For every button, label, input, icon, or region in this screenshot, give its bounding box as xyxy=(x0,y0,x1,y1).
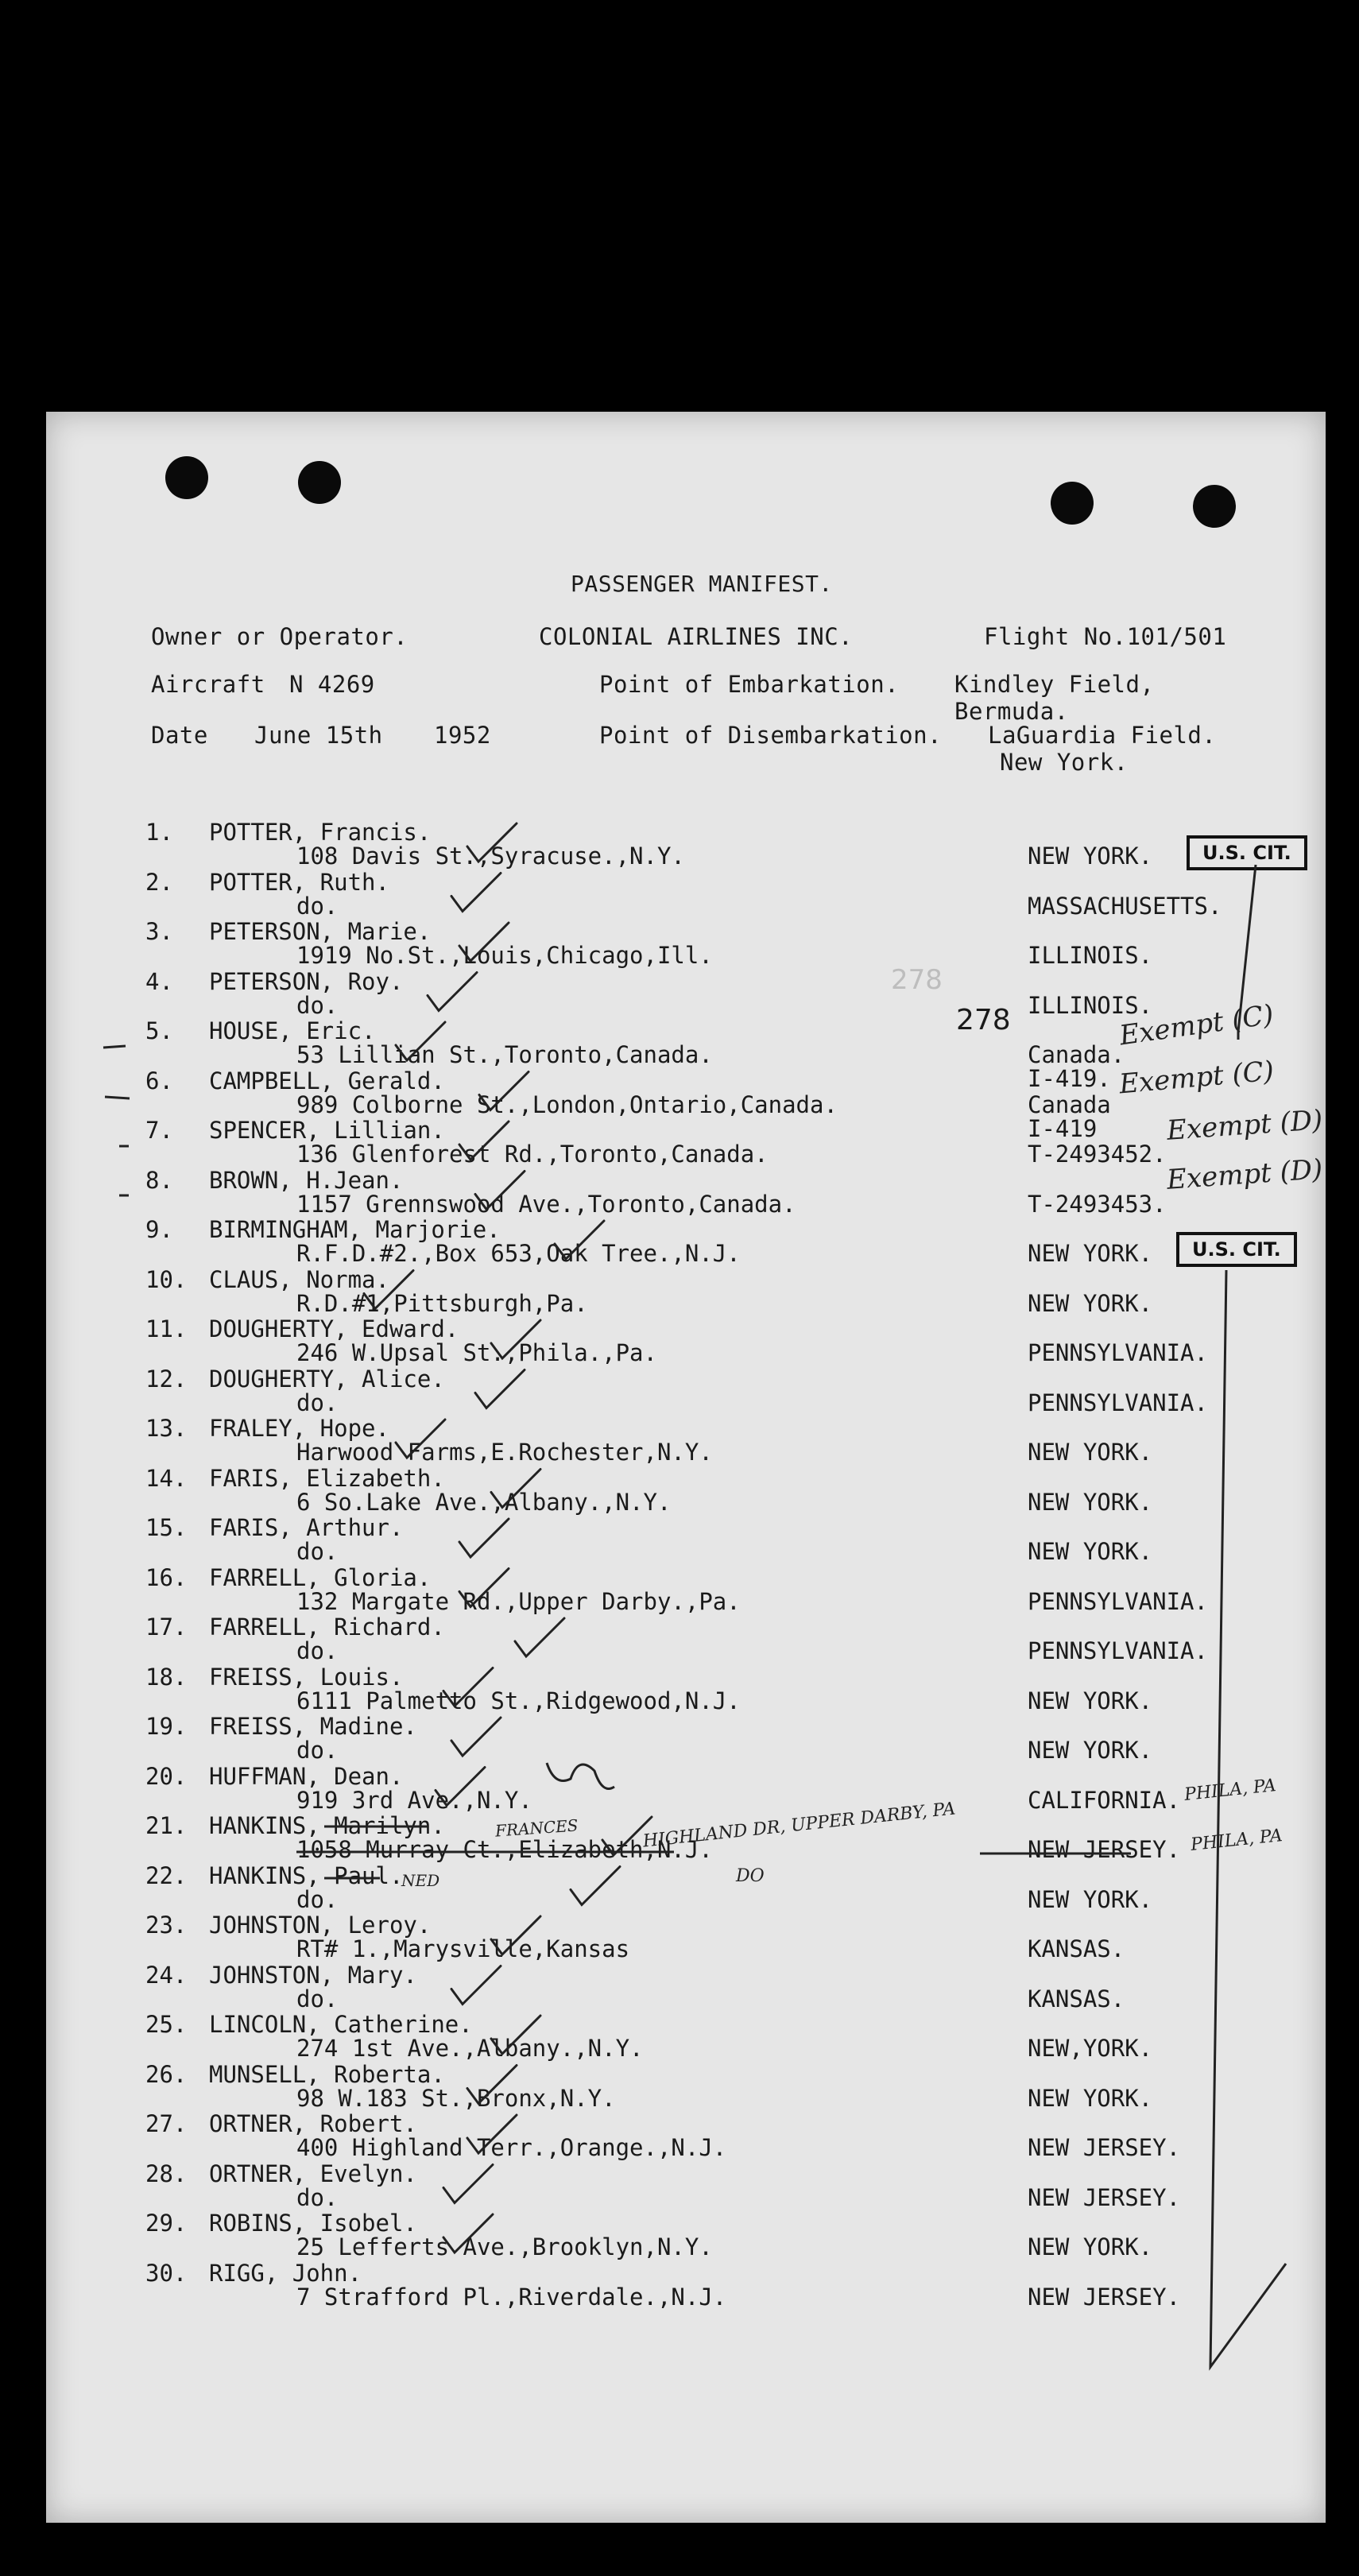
check-mark xyxy=(428,973,477,1011)
document-title: PASSENGER MANIFEST. xyxy=(571,571,833,597)
row-number: 10. xyxy=(145,1265,188,1293)
check-mark xyxy=(396,1022,445,1060)
passenger-name: HOUSE, Eric. xyxy=(209,1017,376,1044)
passenger-name: CLAUS, Norma. xyxy=(209,1265,389,1293)
passenger-address: do. xyxy=(296,2183,339,2211)
check-mark xyxy=(443,2165,493,2203)
passenger-name: DOUGHERTY, Edward. xyxy=(209,1315,459,1342)
date-year: 1952 xyxy=(434,722,491,749)
passenger-document-id: I-419 xyxy=(1028,1114,1098,1142)
passenger-address: do. xyxy=(296,1389,339,1416)
check-mark xyxy=(475,1370,525,1408)
passenger-residence: NEW YORK. xyxy=(1028,843,1153,870)
passenger-address: 7 Strafford Pl.,Riverdale.,N.J. xyxy=(296,2283,727,2311)
check-mark xyxy=(467,823,517,862)
passenger-name: RIGG, John. xyxy=(209,2259,362,2287)
passenger-name: CAMPBELL, Gerald. xyxy=(209,1067,445,1094)
us-citizen-stamp: U.S. CIT. xyxy=(1187,835,1307,870)
check-mark xyxy=(571,1867,620,1905)
passenger-residence: ILLINOIS. xyxy=(1028,991,1153,1019)
passenger-residence: Canada. xyxy=(1028,1041,1125,1068)
embarkation-value: Kindley Field, xyxy=(954,671,1155,698)
check-mark xyxy=(491,1470,540,1508)
passenger-residence: PENNSYLVANIA. xyxy=(1028,1389,1208,1416)
bracket-line xyxy=(1238,865,1256,1040)
row-number: 3. xyxy=(145,918,173,945)
passenger-name: PETERSON, Roy. xyxy=(209,967,404,995)
check-mark xyxy=(491,1320,540,1358)
passenger-name: BIRMINGHAM, Marjorie. xyxy=(209,1216,501,1243)
passenger-name: HUFFMAN, Dean. xyxy=(209,1762,404,1790)
check-mark xyxy=(396,1420,445,1458)
row-number: 7. xyxy=(145,1117,173,1144)
passenger-residence: KANSAS. xyxy=(1028,1935,1125,1962)
passenger-residence: MASSACHUSETTS. xyxy=(1028,892,1222,920)
flight-number: Flight No.101/501 xyxy=(984,623,1227,650)
passenger-residence: Canada xyxy=(1028,1090,1111,1118)
check-mark xyxy=(602,1817,652,1855)
handwritten-first-name: NED xyxy=(401,1871,440,1890)
handwritten-exempt: Exempt (C) xyxy=(1117,998,1276,1052)
check-mark xyxy=(459,1569,509,1607)
passenger-name: MUNSELL, Roberta. xyxy=(209,2060,445,2088)
passenger-address: RT# 1.,Marysville,Kansas xyxy=(296,1935,630,1962)
check-mark xyxy=(555,1221,604,1259)
passenger-name: FARIS, Elizabeth. xyxy=(209,1464,445,1492)
row-number: 17. xyxy=(145,1613,188,1641)
row-number: 28. xyxy=(145,2160,188,2187)
passenger-address: 1157 Grennswood Ave.,Toronto,Canada. xyxy=(296,1190,796,1218)
row-number: 18. xyxy=(145,1663,188,1691)
passenger-address: do. xyxy=(296,1737,339,1764)
row-number: 26. xyxy=(145,2060,188,2088)
scribble-mark xyxy=(547,1763,614,1789)
check-mark xyxy=(443,1668,493,1706)
passenger-residence: NEW YORK. xyxy=(1028,1439,1153,1466)
passenger-name: JOHNSTON, Leroy. xyxy=(209,1912,432,1939)
check-mark xyxy=(467,2066,517,2104)
pen-marks xyxy=(46,412,1326,2523)
disembarkation-value: LaGuardia Field. xyxy=(988,722,1217,749)
aircraft-value: N 4269 xyxy=(289,671,375,698)
passenger-name: HANKINS, Marilyn. xyxy=(209,1812,445,1839)
handwritten-ditto: DO xyxy=(736,1866,765,1886)
row-number: 24. xyxy=(145,1961,188,1989)
passenger-address: do. xyxy=(296,991,339,1019)
passenger-address: do. xyxy=(296,892,339,920)
check-mark xyxy=(443,2214,493,2253)
handwritten-city: PHILA, PA xyxy=(1183,1776,1277,1805)
row-number: 16. xyxy=(145,1563,188,1591)
embarkation-label: Point of Embarkation. xyxy=(599,671,900,698)
row-number: 6. xyxy=(145,1067,173,1094)
owner-label: Owner or Operator. xyxy=(151,623,408,650)
us-citizen-stamp: U.S. CIT. xyxy=(1176,1232,1297,1267)
date-label: Date xyxy=(151,722,208,749)
handwritten-exempt: Exempt (D) xyxy=(1165,1153,1324,1196)
passenger-residence: NEW YORK. xyxy=(1028,1687,1153,1714)
check-mark xyxy=(467,2115,517,2153)
passenger-document-id: I-419. xyxy=(1028,1065,1111,1092)
passenger-address: 989 Colborne St.,London,Ontario,Canada. xyxy=(296,1090,838,1118)
stamp-number: 278 xyxy=(956,1004,1011,1036)
passenger-name: FARIS, Arthur. xyxy=(209,1514,404,1541)
passenger-address: 1058 Murray Ct.,Elizabeth,N.J. xyxy=(296,1836,713,1863)
row-number: 30. xyxy=(145,2259,188,2287)
passenger-residence: NEW YORK. xyxy=(1028,2084,1153,2112)
passenger-residence: NEW JERSEY. xyxy=(1028,1836,1181,1863)
passenger-name: PETERSON, Marie. xyxy=(209,918,432,945)
passenger-address: do. xyxy=(296,1637,339,1664)
dash-mark xyxy=(103,1046,130,1195)
handwritten-exempt: Exempt (D) xyxy=(1165,1104,1324,1147)
passenger-address: 400 Highland Terr.,Orange.,N.J. xyxy=(296,2134,727,2161)
check-mark xyxy=(451,1966,501,2005)
passenger-address: 98 W.183 St.,Bronx,N.Y. xyxy=(296,2084,616,2112)
row-number: 5. xyxy=(145,1017,173,1044)
passenger-address: do. xyxy=(296,1885,339,1913)
passenger-name: POTTER, Ruth. xyxy=(209,868,389,896)
passenger-name: FARRELL, Gloria. xyxy=(209,1563,432,1591)
passenger-residence: CALIFORNIA. xyxy=(1028,1786,1181,1814)
passenger-name: BROWN, H.Jean. xyxy=(209,1166,404,1194)
check-mark xyxy=(491,1916,540,1954)
passenger-name: FRALEY, Hope. xyxy=(209,1415,389,1442)
row-number: 27. xyxy=(145,2110,188,2137)
check-mark xyxy=(479,1072,528,1110)
passenger-address: R.D.#1,Pittsburgh,Pa. xyxy=(296,1289,588,1317)
passenger-residence: NEW YORK. xyxy=(1028,1737,1153,1764)
passenger-address: Harwood Farms,E.Rochester,N.Y. xyxy=(296,1439,713,1466)
check-mark xyxy=(364,1271,413,1309)
disembarkation-value-line2: New York. xyxy=(1000,749,1129,776)
row-number: 20. xyxy=(145,1762,188,1790)
aircraft-label: Aircraft xyxy=(151,671,265,698)
check-mark xyxy=(459,1519,509,1557)
row-number: 23. xyxy=(145,1912,188,1939)
passenger-address: 132 Margate Rd.,Upper Darby.,Pa. xyxy=(296,1587,741,1615)
passenger-address: 246 W.Upsal St.,Phila.,Pa. xyxy=(296,1339,657,1366)
row-number: 8. xyxy=(145,1166,173,1194)
check-mark xyxy=(491,2016,540,2054)
passenger-residence: NEW YORK. xyxy=(1028,1885,1153,1913)
row-number: 13. xyxy=(145,1415,188,1442)
passenger-residence: PENNSYLVANIA. xyxy=(1028,1587,1208,1615)
passenger-residence: NEW JERSEY. xyxy=(1028,2183,1181,2211)
bracket-line xyxy=(1210,1270,1286,2367)
row-number: 2. xyxy=(145,868,173,896)
passenger-address: 53 Lillian St.,Toronto,Canada. xyxy=(296,1041,713,1068)
passenger-residence: T-2493453. xyxy=(1028,1190,1167,1218)
row-number: 11. xyxy=(145,1315,188,1342)
manifest-page xyxy=(46,412,1326,2523)
passenger-residence: KANSAS. xyxy=(1028,1985,1125,2012)
row-number: 25. xyxy=(145,2011,188,2038)
handwritten-city: PHILA, PA xyxy=(1190,1826,1284,1855)
passenger-residence: NEW JERSEY. xyxy=(1028,2134,1181,2161)
date-value: June 15th xyxy=(254,722,383,749)
handwritten-first-name: FRANCES xyxy=(494,1815,579,1841)
passenger-address: 6 So.Lake Ave.,Albany.,N.Y. xyxy=(296,1488,672,1516)
passenger-address: 108 Davis St.,Syracuse.,N.Y. xyxy=(296,843,685,870)
passenger-address: do. xyxy=(296,1538,339,1565)
passenger-residence: NEW YORK. xyxy=(1028,1488,1153,1516)
passenger-name: DOUGHERTY, Alice. xyxy=(209,1365,445,1393)
handwritten-address: HIGHLAND DR, UPPER DARBY, PA xyxy=(641,1799,957,1852)
passenger-name: FARRELL, Richard. xyxy=(209,1613,445,1641)
passenger-address: R.F.D.#2.,Box 653,Oak Tree.,N.J. xyxy=(296,1240,741,1267)
passenger-name: ORTNER, Evelyn. xyxy=(209,2160,417,2187)
passenger-residence: T-2493452. xyxy=(1028,1141,1167,1168)
check-mark xyxy=(459,1121,509,1160)
passenger-residence: NEW,YORK. xyxy=(1028,2035,1153,2062)
passenger-address: 25 Lefferts Ave.,Brooklyn,N.Y. xyxy=(296,2233,713,2260)
passenger-residence: NEW YORK. xyxy=(1028,1240,1153,1267)
passenger-name: FREISS, Madine. xyxy=(209,1713,417,1740)
passenger-residence: NEW YORK. xyxy=(1028,1538,1153,1565)
row-number: 4. xyxy=(145,967,173,995)
passenger-address: 274 1st Ave.,Albany.,N.Y. xyxy=(296,2035,644,2062)
disembarkation-label: Point of Disembarkation. xyxy=(599,722,943,749)
passenger-name: JOHNSTON, Mary. xyxy=(209,1961,417,1989)
row-number: 29. xyxy=(145,2210,188,2237)
passenger-residence: ILLINOIS. xyxy=(1028,942,1153,969)
passenger-address: 919 3rd Ave.,N.Y. xyxy=(296,1786,532,1814)
row-number: 14. xyxy=(145,1464,188,1492)
passenger-name: LINCOLN, Catherine. xyxy=(209,2011,473,2038)
row-number: 12. xyxy=(145,1365,188,1393)
passenger-address: 1919 No.St.,Louis,Chicago,Ill. xyxy=(296,942,713,969)
passenger-name: FREISS, Louis. xyxy=(209,1663,404,1691)
check-mark xyxy=(436,1768,485,1806)
faint-stamp-number-shadow: 278 xyxy=(891,964,943,996)
handwritten-exempt: Exempt (C) xyxy=(1117,1055,1276,1101)
row-number: 1. xyxy=(145,819,173,846)
check-mark xyxy=(515,1618,564,1656)
passenger-name: ROBINS, Isobel. xyxy=(209,2210,417,2237)
passenger-address: 6111 Palmetto St.,Ridgewood,N.J. xyxy=(296,1687,741,1714)
embarkation-value-line2: Bermuda. xyxy=(954,698,1069,725)
passenger-residence: NEW YORK. xyxy=(1028,1289,1153,1317)
passenger-residence: NEW YORK. xyxy=(1028,2233,1153,2260)
passenger-residence: PENNSYLVANIA. xyxy=(1028,1637,1208,1664)
check-mark xyxy=(451,1718,501,1756)
owner-value: COLONIAL AIRLINES INC. xyxy=(539,623,854,650)
passenger-name: ORTNER, Robert. xyxy=(209,2110,417,2137)
passenger-residence: NEW JERSEY. xyxy=(1028,2283,1181,2311)
passenger-name: HANKINS, Paul. xyxy=(209,1861,404,1889)
row-number: 22. xyxy=(145,1861,188,1889)
passenger-address: 136 Glenforest Rd.,Toronto,Canada. xyxy=(296,1141,769,1168)
row-number: 21. xyxy=(145,1812,188,1839)
passenger-name: POTTER, Francis. xyxy=(209,819,432,846)
row-number: 9. xyxy=(145,1216,173,1243)
check-mark xyxy=(459,923,509,961)
row-number: 19. xyxy=(145,1713,188,1740)
row-number: 15. xyxy=(145,1514,188,1541)
passenger-address: do. xyxy=(296,1985,339,2012)
passenger-residence: PENNSYLVANIA. xyxy=(1028,1339,1208,1366)
passenger-name: SPENCER, Lillian. xyxy=(209,1117,445,1144)
check-mark xyxy=(451,874,501,912)
check-mark xyxy=(475,1172,525,1210)
